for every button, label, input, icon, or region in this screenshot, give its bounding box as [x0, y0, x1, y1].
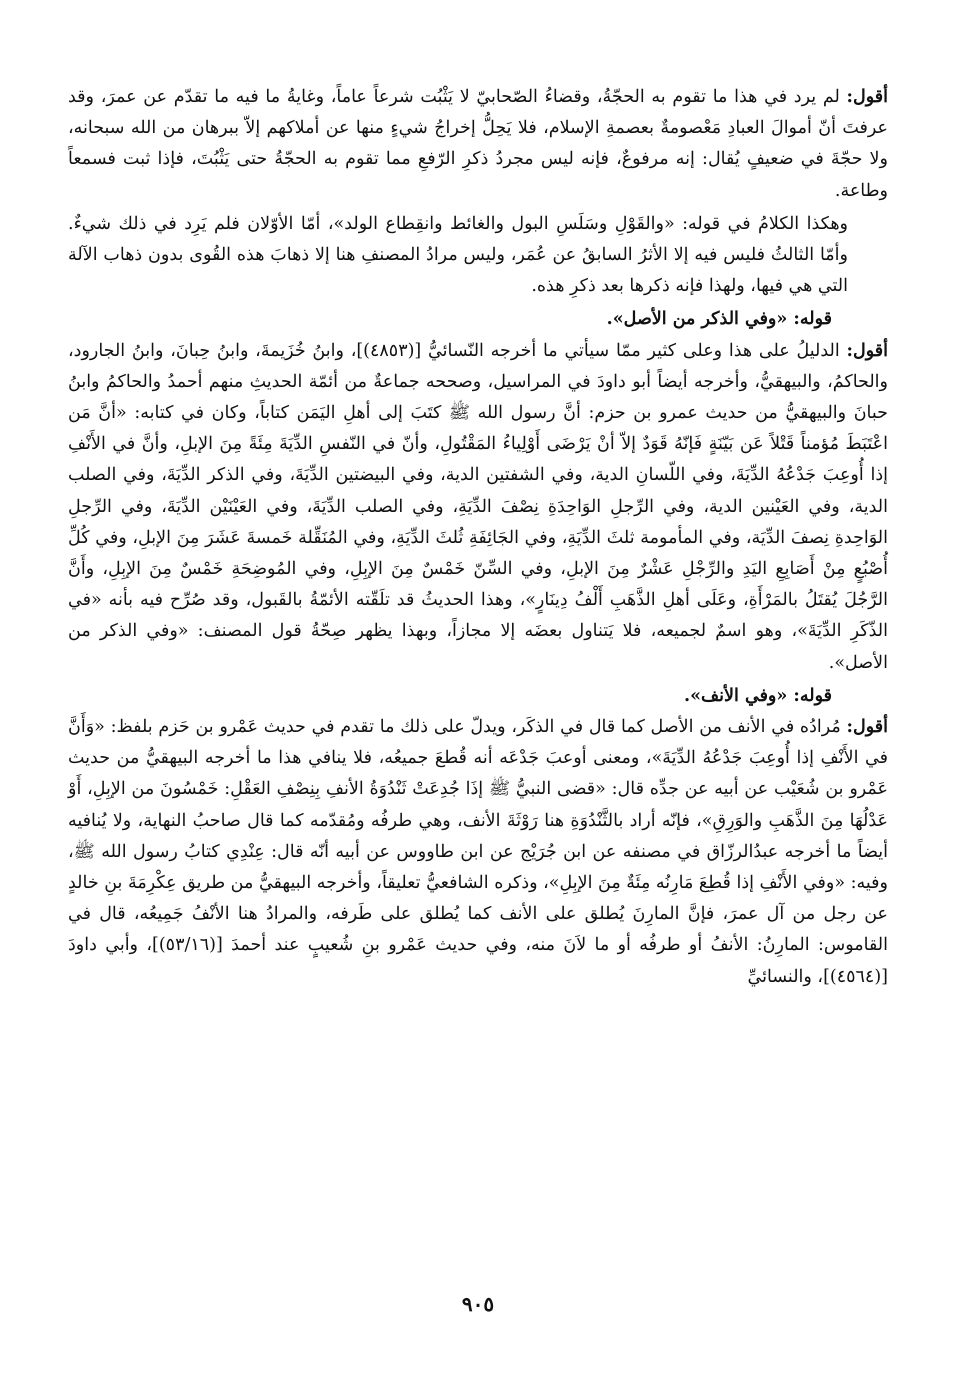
paragraph-text: مُرادُه في الأنف من الأصل كما قال في الذكَر، ويدلّ على ذلك ما تقدم في حديث عَمْرو بن حَزم بلفظ: «وَأَنَّ في الأَنْفِ إذا أُوعِبَ جَدْعُهُ الدِّيَةَ»، ومعنى أوعبَ جَدْعَه أنه قُطعَ جميعُه، فلا ينافي هذا ما أخرجه البيهقيُّ من حديث عَمْرو بن شُعَيْب عن أبيه عن جدِّه قال: «قضى النبيُّ ﷺ إذَا جُدِعَتْ ثَنْدُوَةُ الأنفِ بِنِصْفِ العَقْلِ: خَمْسُونَ من الإبِلِ، أَوْ عَدْلُهَا مِنَ الذَّهَبِ والوَرِقِ»، فإنّه أراد بالثَّنْدُوَةِ هنا رَوْثَةَ الأنف، وهي طرفُه ومُقدّمه كما قال صاحبُ النهاية، ولا يُنافيه أيضاً ما أخرجه عبدُالرزّاق في مصنفه عن ابن جُرَيْج عن ابن طاووس عن أبيه أنّه قال: عِنْدِي كتابُ رسول الله ﷺ، وفيه: «وفي الأَنْفِ إذا قُطِعَ مَارِنُه مِئَةٌ مِنَ الإبِلِ»، وذكره الشافعيُّ تعليقاً، وأخرجه البيهقيُّ من طريق عِكْرِمَةَ بنِ خالدٍ عن رجل من آل عمرَ، فإنَّ المارِنَ يُطلق على الأنف كما يُطلق على طَرفه، والمرادُ هنا الأنْفُ جَمِيعُه، قال في القاموس: المارِنُ: الأنفُ أو طرفُه أو ما لاَنَ منه، وفي حديث عَمْرو بنِ شُعيبٍ عند أحمدَ [(٥٣/١٦)]، وأبي داودَ [(٤٥٦٤)]، والنسائيِّ [68, 717, 888, 987]
paragraph-aqulu-2 [68, 336, 888, 679]
aqulu-lead: أقول: [846, 717, 888, 738]
qawluhu-heading-1: قوله: «وفي الذكر من الأصل». [606, 309, 832, 330]
paragraph-qawl-commentary [68, 209, 888, 303]
qawluhu-heading-2: قوله: «وفي الأنف». [684, 685, 832, 706]
aqulu-lead: أقول: [846, 87, 888, 107]
paragraph-aqulu-1 [68, 82, 888, 207]
paragraph-text: الدليلُ على هذا وعلى كثير ممّا سيأتي ما أخرجه النّسائيُّ [(٤٨٥٣)]، وابنُ خُزَيمةَ، وابنُ حِبانَ، وابنُ الجارود، والحاكمُ، والبيهقيُّ، وأخرجه أيضاً أبو داودَ في المراسيل، وصححه جماعةٌ من أئمّة الحديثِ منهم أحمدُ والحاكمُ وابنُ حبانَ والبيهقيُّ من حديث عمرو بن حزم: أنَّ رسول الله ﷺ كتَبَ إلى أهلِ اليَمَن كتاباً، وكان في كتابه: «أنَّ مَن اعْتَبَطَ مُؤمناً قَتْلاً عَن بَيّنَةٍ فَإنّهُ قَوَدٌ إلاّ أنْ يَرْضَى أَوْلِياءُ المَقْتُولِ، وأنّ في النّفسِ الدِّيَةَ مِئَةً مِنَ الإبلِ، وأنَّ في الأَنْفِ إذا أُوعِبَ جَدْعُهُ الدِّيَةَ، وفي اللّسانِ الدية، وفي الشفتين الدية، وفي البيضتين الدِّيَةَ، وفي الذكر الدِّيَةَ، وفي الصلب الدية، وفي العَيْنين الدية، وفي الرِّجلِ الوَاحِدَةِ نِصْفَ الدِّيَةِ، وفي الصلب الدِّيَةَ، وفي العَيْنَيْن الدِّيَةَ، وفي الرِّجلِ الوَاحِدةِ نِصفَ الدِّيَة، وفي المأمومة ثلثَ الدِّيَةِ، وفي الجَائِفَةِ ثُلثَ الدِّيَةِ، وفي المُنَقِّلة خَمسةَ عَشَرَ مِنَ الإبلِ، وفي كُلِّ أُصْبُعٍ مِنْ أَصَابِعِ اليَدِ والرِّجْلِ عَشْرٌ مِنَ الإبلِ، وفي السِّنّ خَمْسٌ مِنَ الإبِلِ، وفي المُوضِحَةِ خَمْسٌ مِنَ الإبِلِ، وأَنَّ الرَّجُلَ يُقتَلُ بالمَرْأَةِ، وعَلَى أهلِ الذَّهَبِ أَلْفُ دِينَارٍ»، وهذا الحديثُ قد تلَقّته الأئمّةُ بالقَبول، وقد صُرِّح فيه بأنه «في الذّكَرِ الدِّيَةَ»، وهو اسمٌ لجميعه، فلا يَتناول بعضَه إلا مجازاً، وبهذا يظهر صِحّةُ قول المصنف: «وفي الذكر من الأصل». [68, 340, 888, 673]
paragraph-text: لم يرد في هذا ما تقوم به الحجّةُ، وقضاءُ الصّحابيّ لا يَثْبُت شرعاً عاماً، وغايةُ ما فيه ما تقدّم عن عمرَ، وقد عرفتَ أنّ أموالَ العبادِ مَعْصومةٌ بعصمةِ الإسلام، فلا يَحِلُّ إخراجُ شيءٍ منها عن أملاكهم إلاّ ببرهان من الله سبحانه، ولا حجّةَ في ضعيفٍ يُقال: إنه مرفوعٌ، فإنه ليس مجردُ ذكرِ الرّفعِ مما تقوم به الحجّةُ حتى يَثْبُتَ، فإذا ثبت فسمعاً وطاعة. [68, 87, 888, 201]
paragraph-aqulu-3 [68, 712, 888, 993]
paragraph-text: وهكذا الكلامُ في قوله: «والقَوْلِ وسَلَسِ البول والغائط وانقِطاع الولد»، أمّا الأوّلان فلم يَرِد في ذلك شيءٌ. وأمّا الثالثُ فليس فيه إلا الأثرُ السابقُ عن عُمَر، وليس مرادُ المصنفِ هنا إلا ذهابَ هذه القُوى بدون ذهاب الآلة التي هي فيها، ولهذا فإنه ذكرها بعد ذكرِ هذه. [68, 213, 848, 297]
page-number: ٩٠٥ [461, 1292, 495, 1316]
aqulu-lead: أقول: [846, 340, 888, 361]
page-body [68, 82, 888, 1382]
